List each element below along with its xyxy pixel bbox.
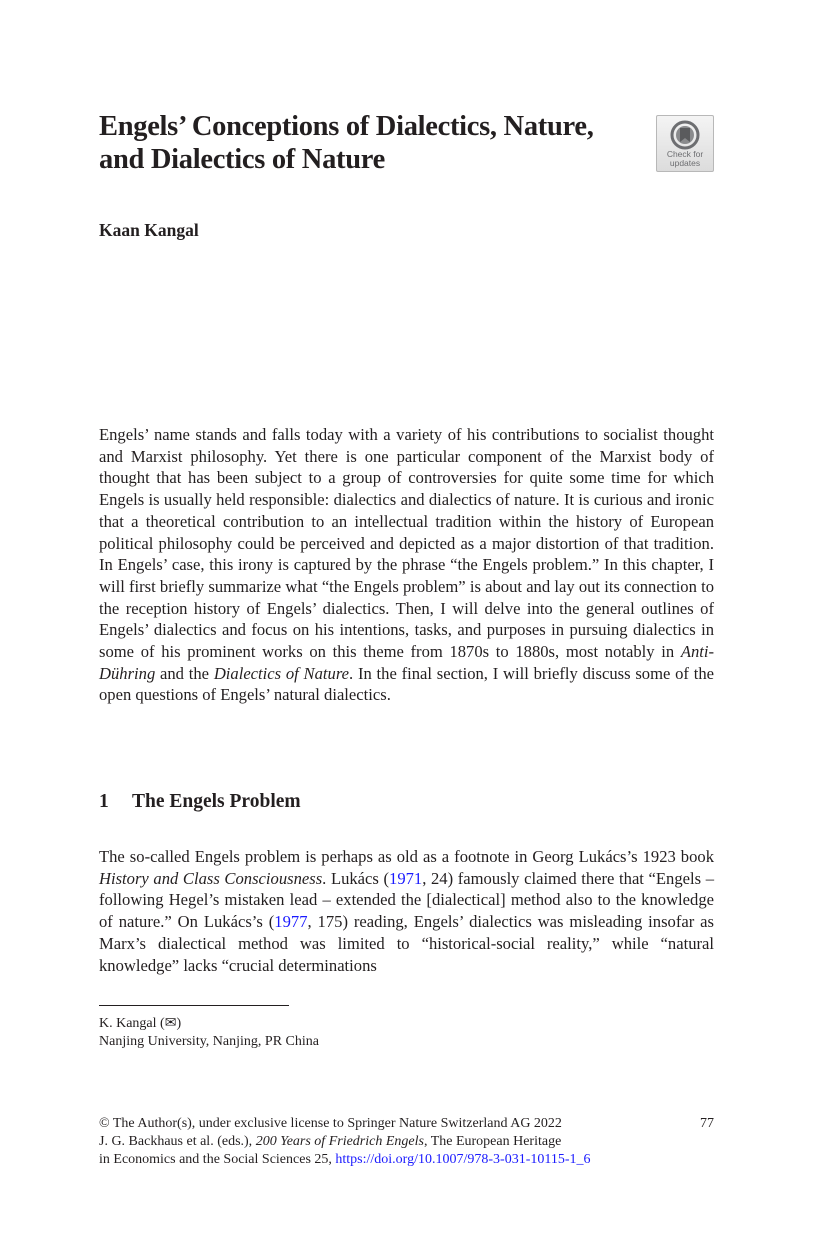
citation-link-1977[interactable]: 1977 [274, 912, 308, 932]
abstract-italic-title: Dialectics of Nature [213, 663, 350, 683]
abstract-text: Engels’ name stands and falls today with a variety of his contributions to socialist thought and Marxist philosophy. Yet there is one particular component of the Marxist body of thought that has been subject to a group of controversies for quite some time for which Engels is usually held responsible: dialectics and dialectics of nature. It is curious and ironic that a theoretical contribution to an intellectual tradition within the history of European political philosophy could be perceived and depicted as a major distortion of that tradition. In Engels’ case, this irony is captured by the phrase “the Engels problem.” In this chapter, I will first briefly summarize what “the Engels problem” is about and lay out its connection to the reception history of Engels’ dialectics. Then, I will delve into the general outlines of Engels’ dialectics and focus on his intentions, tasks, and purposes in pursuing dialectics in some of his prominent works on this theme from 1870s to 1880s, most notably in [99, 425, 714, 662]
paragraph-text: , 24) famously claimed there that “Engels – following Hegel’s mistaken lead – extended the [dialectical] method also to the knowledge of nature.” On Lukács’s ( [99, 868, 714, 932]
book-title: 200 Years of Friedrich Engels [255, 1134, 424, 1149]
footer-text: J. G. Backhaus et al. (eds.), [99, 1134, 256, 1149]
section-title: The Engels Problem [132, 791, 301, 812]
badge-line2: updates [669, 158, 701, 168]
check-for-updates-button[interactable] [656, 115, 714, 172]
affiliation-paren: ) [176, 1016, 182, 1031]
page-number: 77 [700, 1116, 714, 1131]
book-citation-line [99, 1133, 714, 1151]
section-heading [99, 791, 301, 813]
envelope-icon[interactable]: ✉ [164, 1016, 177, 1031]
paragraph-text: The so-called Engels problem is perhaps as old as a footnote in Georg Lukács’s 1923 book [99, 847, 714, 866]
paragraph-text: . Lukács ( [322, 868, 390, 888]
page-footer [99, 1115, 714, 1169]
affiliation-name-line [99, 1015, 319, 1033]
section-number: 1 [99, 791, 109, 812]
footer-text: , The European Heritage [423, 1134, 562, 1149]
abstract-text: . In the final section, I will briefly discuss some of the open questions of Engels’ natural dialectics. [99, 663, 714, 705]
abstract-text: and the [155, 663, 214, 683]
copyright-line: © The Author(s), under exclusive license to Springer Nature Switzerland AG 2022 [99, 1116, 562, 1131]
chapter-title: Engels’ Conceptions of Dialectics, Nature, and Dialectics of Nature [99, 111, 594, 175]
citation-link-1971[interactable]: 1971 [389, 868, 423, 888]
abstract [99, 424, 714, 706]
series-line [99, 1151, 714, 1169]
section-paragraph [99, 846, 714, 976]
footer-text: in Economics and the Social Sciences 25, [99, 1152, 336, 1167]
badge-line1: Check for [666, 149, 704, 159]
abstract-italic-title: Anti-Dühring [99, 642, 714, 683]
footnote-divider [99, 1005, 289, 1006]
affiliation-institution: Nanjing University, Nanjing, PR China [99, 1034, 319, 1049]
paragraph-text: , 175) reading, Engels’ dialectics was misleading insofar as Marx’s dialectical method was limited to “historical-social reality,” while “natural knowledge” lacks “crucial determinations [99, 912, 714, 975]
author-name: Kaan Kangal [99, 220, 199, 240]
author-affiliation [99, 1015, 319, 1051]
doi-link[interactable]: https://doi.org/10.1007/978-3-031-10115-1_6 [335, 1152, 591, 1167]
book-title: History and Class Consciousness [99, 868, 323, 888]
crossmark-icon [670, 120, 700, 150]
affiliation-name: K. Kangal ( [99, 1016, 165, 1031]
